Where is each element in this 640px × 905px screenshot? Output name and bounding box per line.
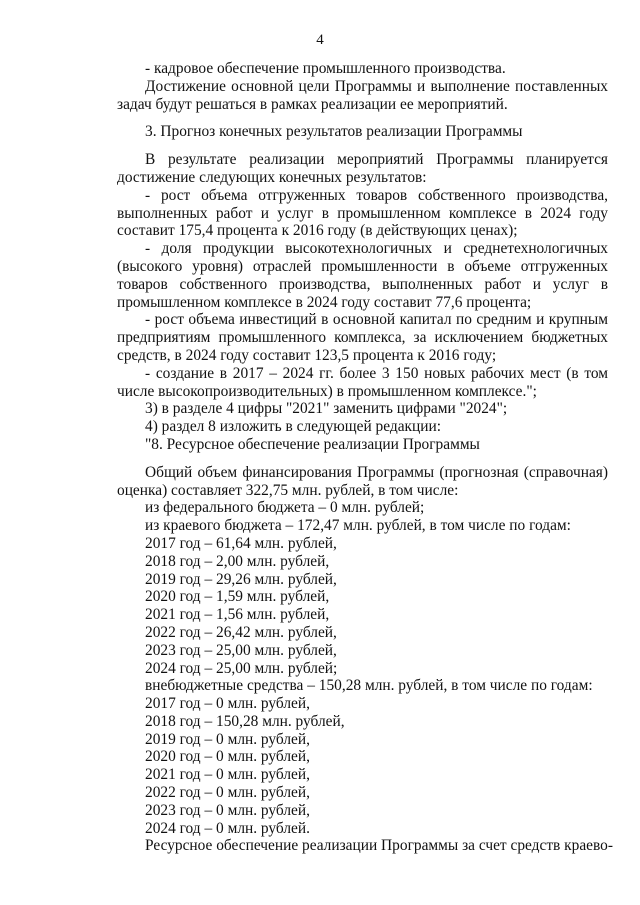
regional-year-2020: 2020 год – 1,59 млн. рублей,: [145, 588, 330, 606]
extrabudget-year-2021: 2021 год – 0 млн. рублей,: [145, 766, 310, 784]
result-item-hightech-share: - доля продукции высокотехнологичных и среднетехнологичных (высокого уровня) отраслей промышленности в объеме отгруженных товаров собственного производства, выполненных работ и услуг в промышленном комплексе в 2024 году составит 77,6 процента;: [117, 240, 608, 311]
regional-year-2023: 2023 год – 25,00 млн. рублей,: [145, 641, 337, 659]
paragraph-resource-continued: Ресурсное обеспечение реализации Программы за счет средств краево-: [145, 837, 613, 855]
regional-year-2021: 2021 год – 1,56 млн. рублей,: [145, 606, 330, 624]
extrabudget-year-2023: 2023 год – 0 млн. рублей,: [145, 801, 310, 819]
paragraph-results-intro: В результате реализации мероприятий Программы планируется достижение следующих конечных результатов:: [117, 151, 608, 186]
paragraph-staffing: - кадровое обеспечение промышленного производства.: [145, 60, 506, 77]
extrabudget-year-2024: 2024 год – 0 млн. рублей.: [145, 819, 310, 837]
result-item-shipments: - рост объема отгруженных товаров собственного производства, выполненных работ и услуг в промышленном комплексе в 2024 году составит 175,4 процента к 2016 году (в действующих ценах);: [117, 186, 608, 240]
paragraph-total-funding: Общий объем финансирования Программы (прогнозная (справочная) оценка) составляет 322,75 млн. рублей, в том числе:: [117, 463, 608, 499]
regional-year-2019: 2019 год – 29,26 млн. рублей,: [145, 570, 337, 588]
document-body: [117, 60, 613, 855]
extrabudget-year-2020: 2020 год – 0 млн. рублей,: [145, 748, 310, 766]
section-8-heading: "8. Ресурсное обеспечение реализации Программы: [145, 435, 480, 453]
regional-budget-line: из краевого бюджета – 172,47 млн. рублей, в том числе по годам:: [145, 517, 571, 535]
regional-year-2022: 2022 год – 26,42 млн. рублей,: [145, 623, 337, 641]
result-item-jobs: - создание в 2017 – 2024 гг. более 3 150 новых рабочих мест (в том числе высокопроизводительных) в промышленном комплексе.";: [117, 364, 608, 400]
federal-budget-line: из федерального бюджета – 0 млн. рублей;: [145, 499, 425, 517]
regional-year-2018: 2018 год – 2,00 млн. рублей,: [145, 552, 330, 570]
section-3-heading: 3. Прогноз конечных результатов реализации Программы: [145, 123, 523, 141]
extrabudget-year-2022: 2022 год – 0 млн. рублей,: [145, 784, 310, 802]
paragraph-goal: Достижение основной цели Программы и выполнение поставленных задач будут решаться в рамках реализации ее мероприятий.: [117, 77, 608, 113]
regional-year-2017: 2017 год – 61,64 млн. рублей,: [145, 534, 337, 552]
extrabudget-year-2018: 2018 год – 150,28 млн. рублей,: [145, 712, 345, 730]
amendment-section-8: 4) раздел 8 изложить в следующей редакции:: [145, 418, 441, 436]
amendment-section-4: 3) в разделе 4 цифры "2021" заменить цифрами "2024";: [145, 400, 508, 418]
page-number: 4: [316, 32, 324, 48]
extrabudget-year-2019: 2019 год – 0 млн. рублей,: [145, 730, 310, 748]
extrabudget-year-2017: 2017 год – 0 млн. рублей,: [145, 695, 310, 713]
regional-year-2024: 2024 год – 25,00 млн. рублей;: [145, 659, 338, 677]
result-item-investments: - рост объема инвестиций в основной капитал по средним и крупным предприятиям промышленного комплекса, за исключением бюджетных средств, в 2024 году составит 123,5 процента к 2016 году;: [117, 311, 608, 364]
extrabudget-line: внебюджетные средства – 150,28 млн. рублей, в том числе по годам:: [145, 677, 593, 695]
